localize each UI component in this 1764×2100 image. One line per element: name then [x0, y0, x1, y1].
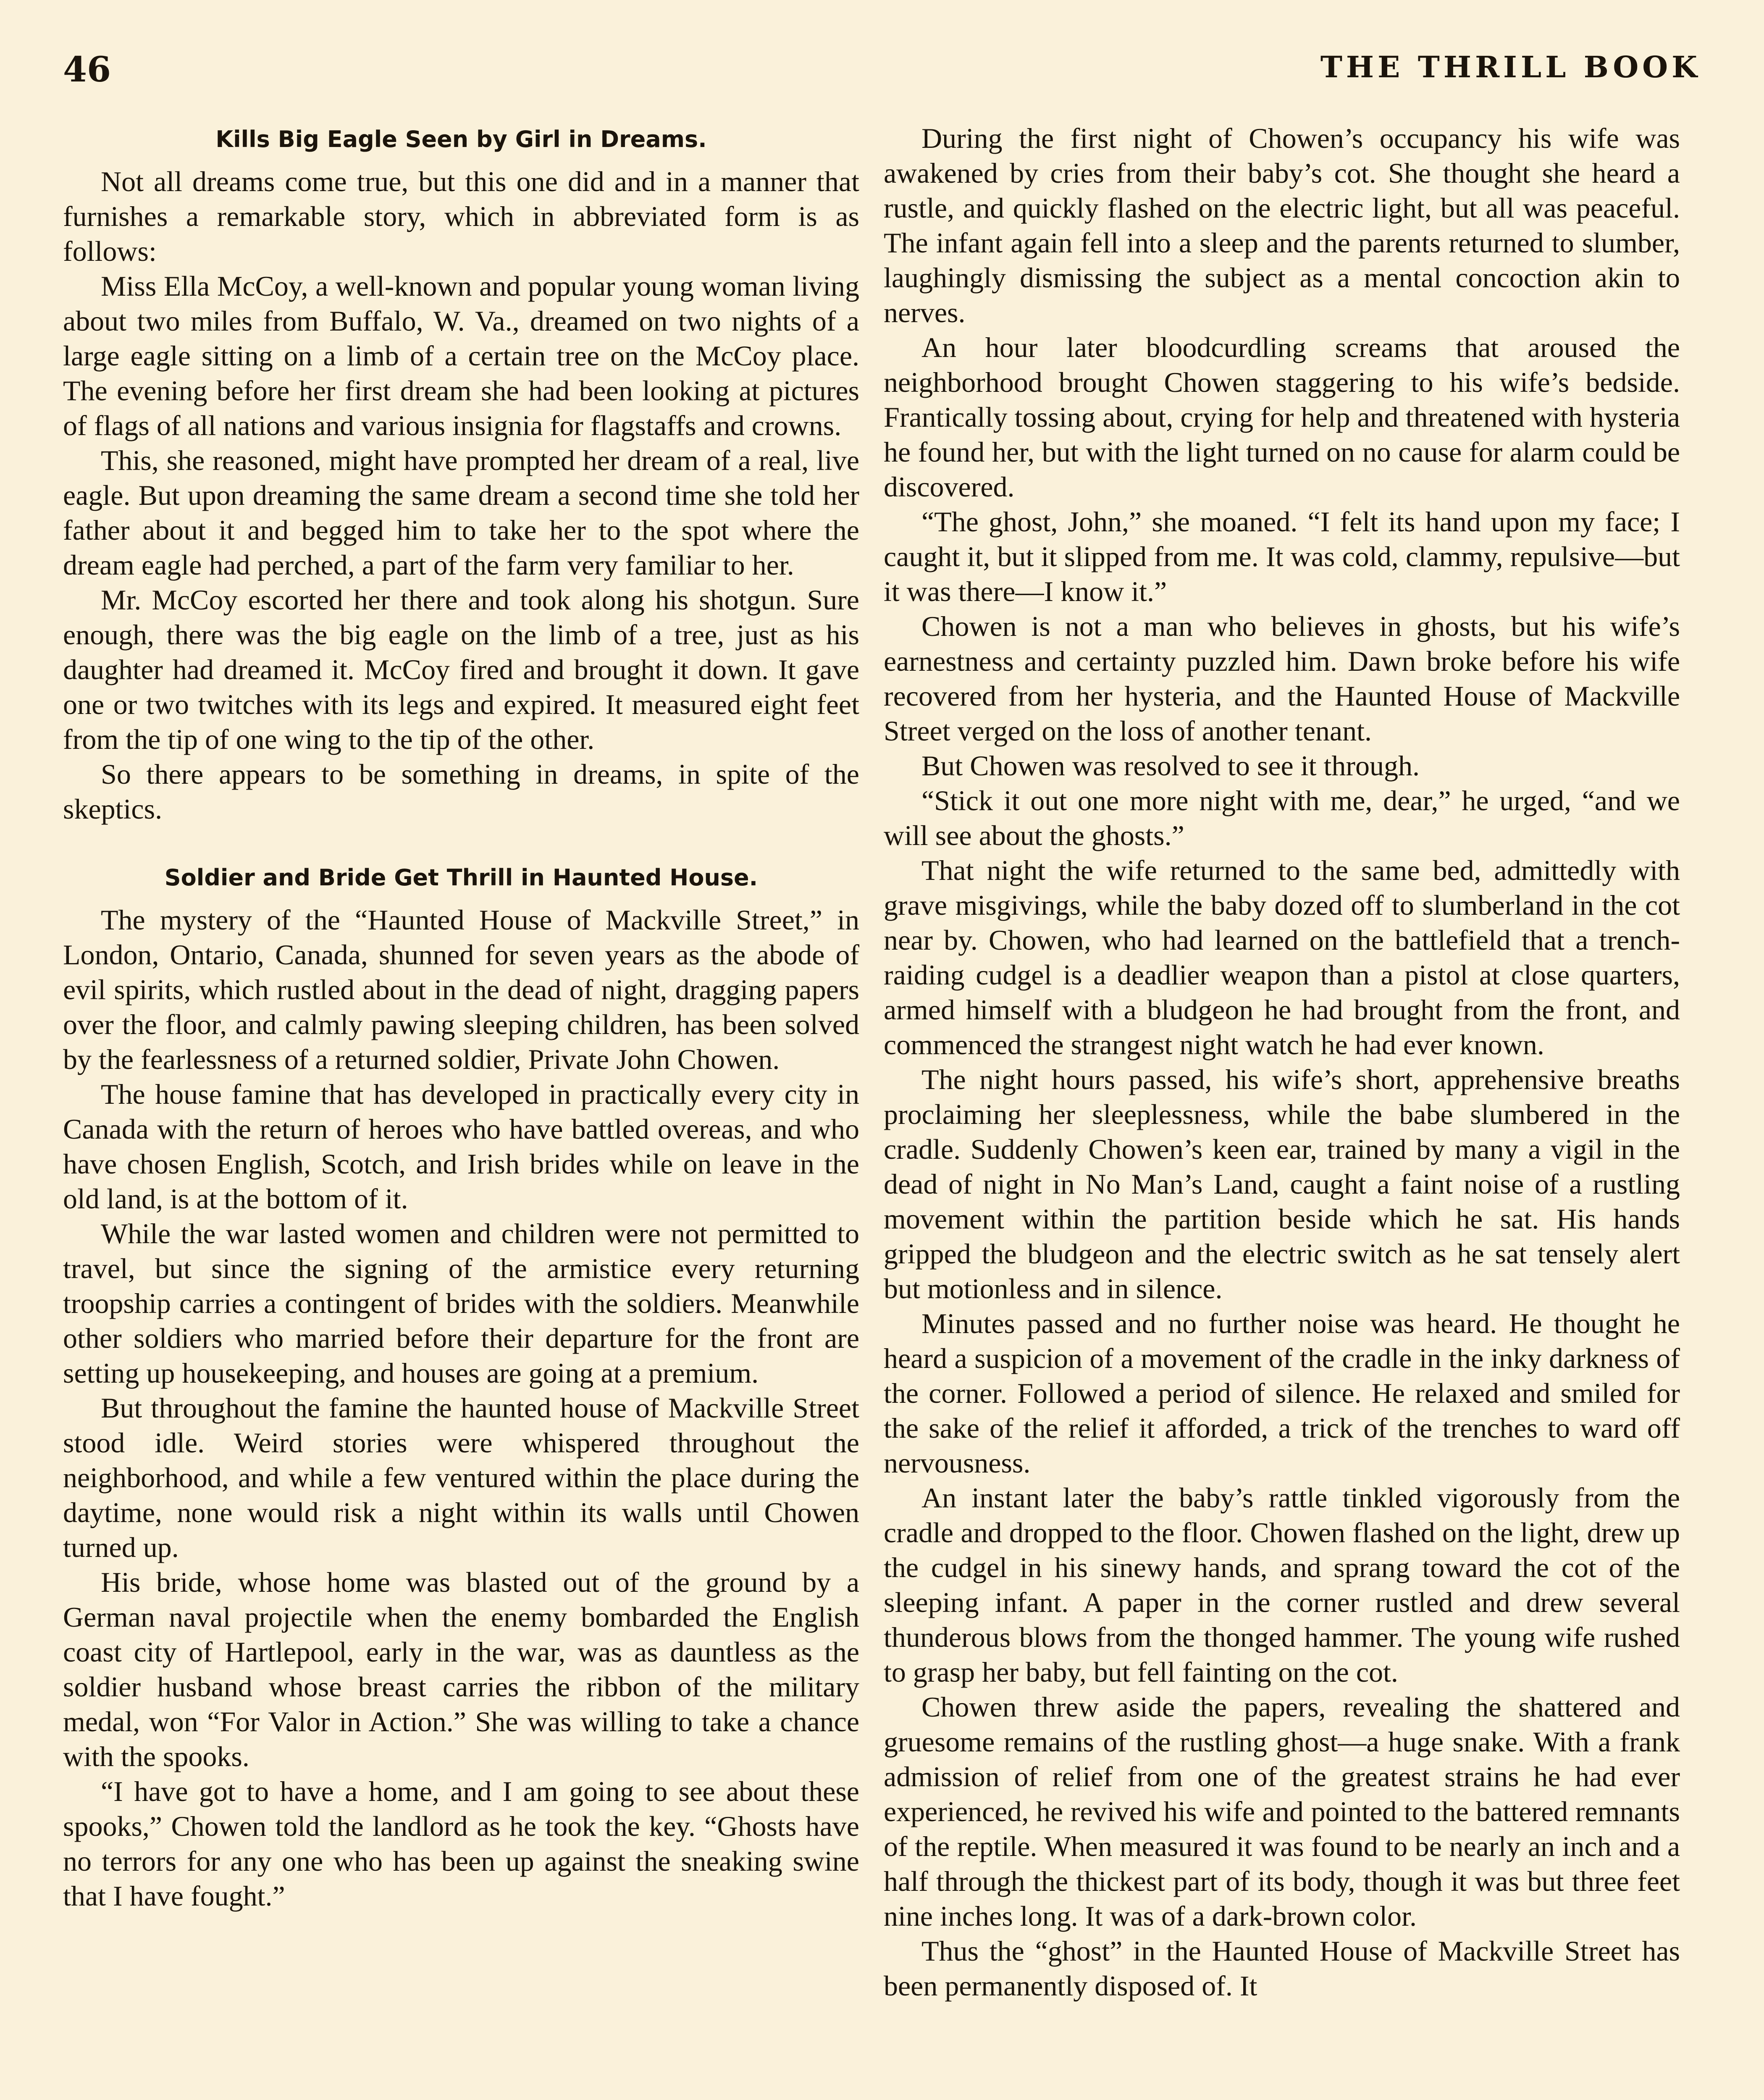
- article-title: Kills Big Eagle Seen by Girl in Dreams.: [215, 126, 707, 152]
- article-paragraph: An instant later the baby’s rattle tinkled vigorously from the cradle and dropped to the floor. Chowen flashed on the light, drew up the cudgel in his sinewy hands, and sprang toward the cot of the sleeping infant. A paper in the corner rustled and drew several thunderous blows from the thonged hammer. The young wife rushed to grasp her baby, but fell fainting on the cot.: [884, 1482, 1680, 1688]
- article-paragraph: That night the wife returned to the same bed, admittedly with grave misgivings, while the baby dozed off to slumberland in the cot near by. Chowen, who had learned on the battlefield that a trench-raiding cudgel is a deadlier weapon than a pistol at close quarters, armed himself with a bludgeon he had brought from the front, and commenced the strangest night watch he had ever known.: [884, 854, 1680, 1060]
- article-paragraph: Miss Ella McCoy, a well-known and popular young woman living about two miles from Buffalo, W. Va., dreamed on two nights of a large eagle sitting on a limb of a certain tree on the McCoy place. The evening before her first dream she had been looking at pictures of flags of all nations and various insignia for flagstaffs and crowns.: [63, 270, 859, 441]
- article-paragraph: “The ghost, John,” she moaned. “I felt its hand upon my face; I caught it, but it slipped from me. It was cold, clammy, repulsive—but it was there—I know it.”: [884, 506, 1680, 607]
- article-paragraph: While the war lasted women and children were not permitted to travel, but since the signing of the armistice every returning troopship carries a contingent of brides with the soldiers. Meanwhile other soldiers who married before their departure for the front are setting up housekeeping, and houses are going at a premium.: [63, 1218, 859, 1389]
- article-paragraph: Not all dreams come true, but this one did and in a manner that furnishes a remarkable story, which in abbreviated form is as follows:: [63, 165, 859, 267]
- article-paragraph: “Stick it out one more night with me, dear,” he urged, “and we will see about the ghosts.”: [884, 785, 1680, 851]
- article-title: Soldier and Bride Get Thrill in Haunted House.: [164, 864, 758, 891]
- article-haunted-house: [63, 860, 859, 1914]
- article-paragraph: The house famine that has developed in practically every city in Canada with the return of heroes who have battled overeas, and who have chosen English, Scotch, and Irish brides while on leave in the old land, is at the bottom of it.: [63, 1078, 859, 1215]
- article-paragraph: Mr. McCoy escorted her there and took along his shotgun. Sure enough, there was the big eagle on the limb of a tree, just as his daughter had dreamed it. McCoy fired and brought it down. It gave one or two twitches with its legs and expired. It measured eight feet from the tip of one wing to the tip of the other.: [63, 584, 859, 755]
- article-paragraph: But Chowen was resolved to see it through.: [921, 750, 1420, 782]
- article-paragraph: This, she reasoned, might have prompted her dream of a real, live eagle. But upon dreaming the same dream a second time she told her father about it and begged him to take her to the spot where the dream eagle had perched, a part of the farm very familiar to her.: [63, 444, 859, 581]
- page-header: [63, 50, 1701, 92]
- article-paragraph: Chowen threw aside the papers, revealing the shattered and gruesome remains of the rustling ghost—a huge snake. With a frank admission of relief from one of the greatest strains he had ever experienced, he revived his wife and pointed to the battered remnants of the reptile. When measured it was found to be nearly an inch and a half through the thickest part of its body, though it was but three feet nine inches long. It was of a dark-brown color.: [884, 1691, 1680, 1932]
- article-paragraph: But throughout the famine the haunted house of Mackville Street stood idle. Weird stories were whispered throughout the neighborhood, and while a few ventured within the place during the daytime, none would risk a night within its walls until Chowen turned up.: [63, 1392, 859, 1563]
- article-paragraph: Thus the “ghost” in the Haunted House of Mackville Street has been permanently disposed of. It: [884, 1935, 1680, 2002]
- article-paragraph: So there appears to be something in dreams, in spite of the skeptics.: [63, 758, 859, 825]
- running-title: THE THRILL BOOK: [1320, 50, 1701, 84]
- article-paragraph: The mystery of the “Haunted House of Mackville Street,” in London, Ontario, Canada, shunned for seven years as the abode of evil spirits, which rustled about in the dead of night, dragging papers over the floor, and calmly pawing sleeping children, has been solved by the fearlessness of a returned soldier, Private John Chowen.: [63, 904, 859, 1075]
- article-paragraph: His bride, whose home was blasted out of the ground by a German naval projectile when the enemy bombarded the English coast city of Hartlepool, early in the war, was as dauntless as the soldier husband whose breast carries the ribbon of the military medal, won “For Valor in Action.” She was willing to take a chance with the spooks.: [63, 1566, 859, 1772]
- article-paragraph: During the first night of Chowen’s occupancy his wife was awakened by cries from their baby’s cot. She thought she heard a rustle, and quickly flashed on the electric light, but all was peaceful. The infant again fell into a sleep and the parents returned to slumber, laughingly dismissing the subject as a mental concoction akin to nerves.: [884, 122, 1680, 328]
- page-number: 46: [63, 50, 111, 90]
- article-paragraph: The night hours passed, his wife’s short, apprehensive breaths proclaiming her sleeplessness, while the babe slumbered in the cradle. Suddenly Chowen’s keen ear, trained by many a vigil in the dead of night in No Man’s Land, caught a faint noise of a rustling movement within the partition beside which he sat. His hands gripped the bludgeon and the electric switch as he sat tensely alert but motionless and in silence.: [884, 1063, 1680, 1305]
- article-paragraph: An hour later bloodcurdling screams that aroused the neighborhood brought Chowen staggering to his wife’s bedside. Frantically tossing about, crying for help and threatened with hysteria he found her, but with the light turned on no cause for alarm could be discovered.: [884, 331, 1680, 503]
- article-paragraph: Minutes passed and no further noise was heard. He thought he heard a suspicion of a movement of the cradle in the inky darkness of the corner. Followed a period of silence. He relaxed and smiled for the sake of the relief it afforded, a trick of the trenches to ward off nervousness.: [884, 1307, 1680, 1479]
- left-column: [63, 122, 859, 1914]
- article-paragraph: “I have got to have a home, and I am going to see about these spooks,” Chowen told the landlord as he took the key. “Ghosts have no terrors for any one who has been up against the sneaking swine that I have fought.”: [63, 1775, 859, 1912]
- right-column: [884, 121, 1680, 2003]
- article-eagle-dream: [63, 122, 859, 827]
- article-paragraph: Chowen is not a man who believes in ghosts, but his wife’s earnestness and certainty puzzled him. Dawn broke before his wife recovered from her hysteria, and the Haunted House of Mackville Street verged on the loss of another tenant.: [884, 610, 1680, 747]
